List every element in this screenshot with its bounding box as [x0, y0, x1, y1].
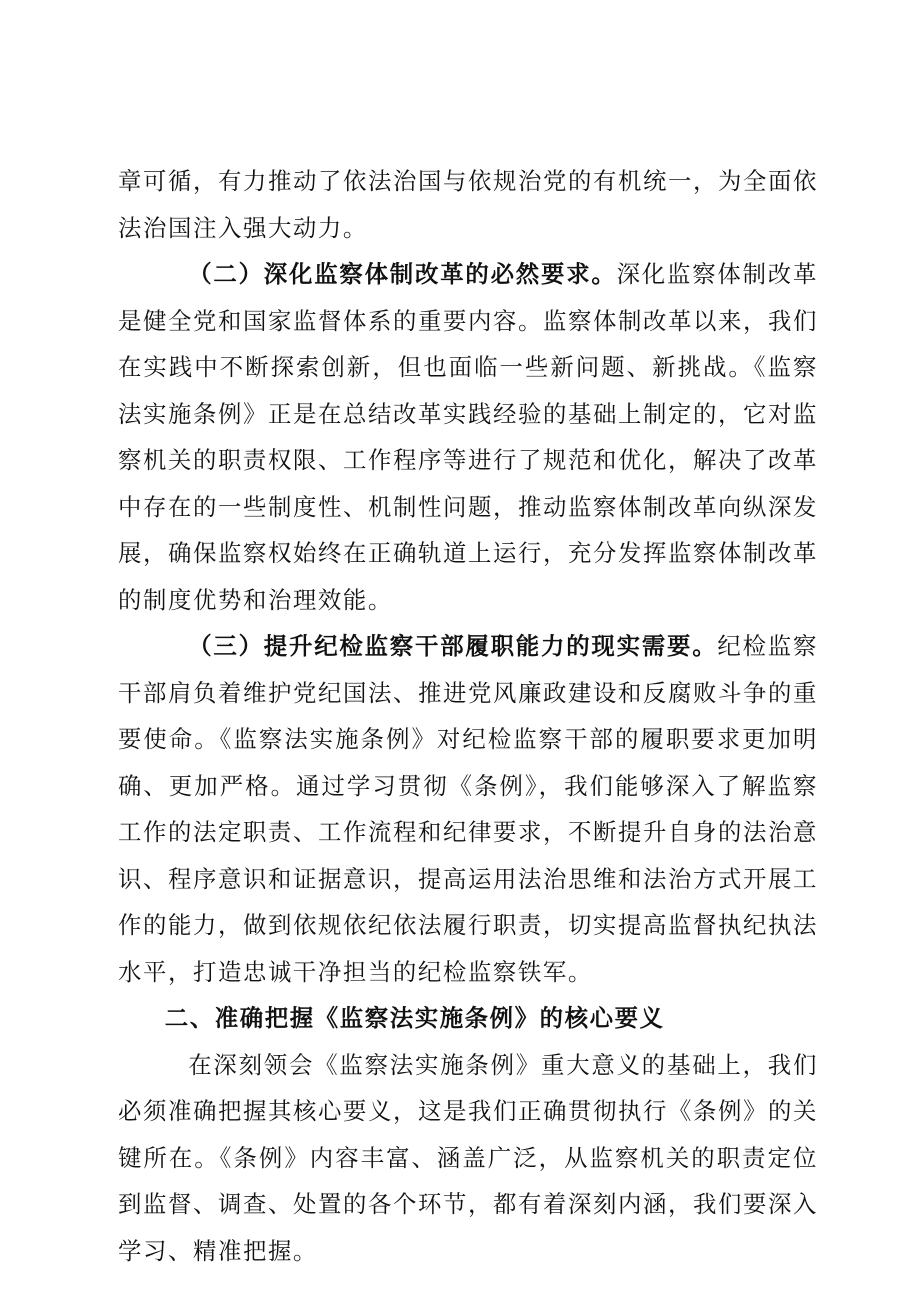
- continuation-paragraph: [118, 158, 818, 251]
- final-paragraph: [118, 1042, 818, 1275]
- section-3-paragraph: [118, 623, 818, 995]
- document-body: [118, 158, 818, 1274]
- continuation-text: 章可循，有力推动了依法治国与依规治党的有机统一，为全面依法治国注入强大动力。: [118, 167, 818, 242]
- section-2-paragraph: [118, 251, 818, 623]
- section-heading-2: 二、准确把握《监察法实施条例》的核心要义: [164, 1004, 665, 1032]
- final-paragraph-text: 在深刻领会《监察法实施条例》重大意义的基础上，我们必须准确把握其核心要义，这是我们正确贯彻执行《条例》的关键所在。《条例》内容丰富、涵盖广泛，从监察机关的职责定位到监督、调查、处置的各个环节，都有着深刻内涵，我们要深入学习、精准把握。: [118, 1050, 818, 1265]
- section-3-body: 纪检监察干部肩负着维护党纪国法、推进党风廉政建设和反腐败斗争的重要使命。《监察法实施条例》对纪检监察干部的履职要求更加明确、更加严格。通过学习贯彻《条例》，我们能够深入了解监察工作的法定职责、工作流程和纪律要求，不断提升自身的法治意识、程序意识和证据意识，提高运用法治思维和法治方式开展工作的能力，做到依规依纪依法履行职责，切实提高监督执纪执法水平，打造忠诚干净担当的纪检监察铁军。: [118, 632, 818, 986]
- section-3-lead: （三）提升纪检监察干部履职能力的现实需要。: [188, 632, 718, 660]
- section-2-lead: （二）深化监察体制改革的必然要求。: [188, 260, 617, 288]
- section-2-body: 深化监察体制改革是健全党和国家监督体系的重要内容。监察体制改革以来，我们在实践中不断探索创新，但也面临一些新问题、新挑战。《监察法实施条例》正是在总结改革实践经验的基础上制定的，它对监察机关的职责权限、工作程序等进行了规范和优化，解决了改革中存在的一些制度性、机制性问题，推动监察体制改革向纵深发展，确保监察权始终在正确轨道上运行，充分发挥监察体制改革的制度优势和治理效能。: [118, 260, 818, 614]
